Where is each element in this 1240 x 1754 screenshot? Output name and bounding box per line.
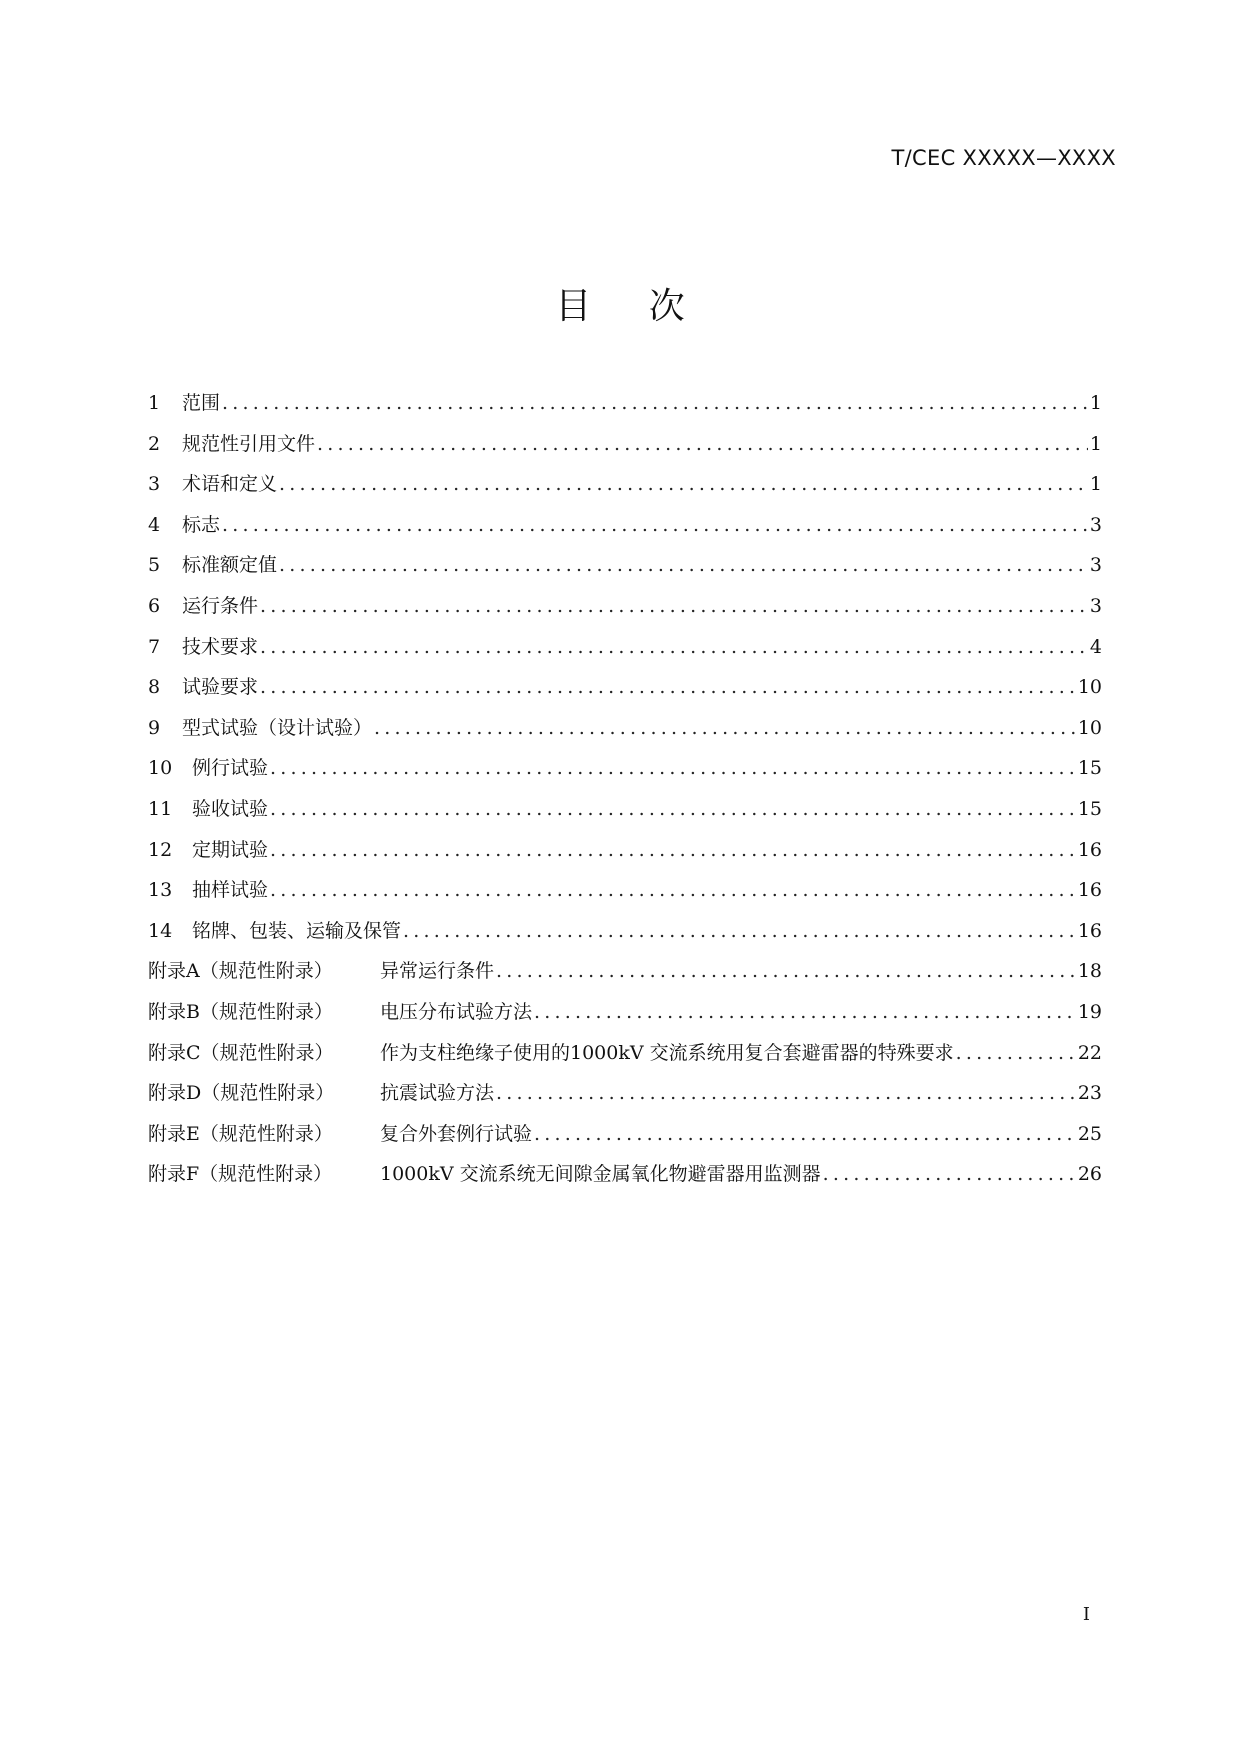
toc-dot-leader <box>222 514 1088 536</box>
toc-entry-label: 复合外套例行试验 <box>380 1122 533 1145</box>
toc-entry-appendix-e[interactable] <box>148 1119 1102 1160</box>
toc-entry-number: 6 <box>148 594 161 617</box>
toc-entry-page: 1 <box>1089 473 1102 496</box>
toc-entry-appendix-a[interactable] <box>148 956 1102 997</box>
toc-entry-page: 18 <box>1077 960 1102 983</box>
toc-dot-leader <box>496 960 1076 982</box>
toc-entry-page: 16 <box>1077 919 1102 942</box>
toc-entry-page: 1 <box>1089 432 1102 455</box>
toc-dot-leader <box>270 757 1076 779</box>
toc-entry-appendix-f[interactable] <box>148 1159 1102 1200</box>
toc-entry-page: 15 <box>1077 797 1102 820</box>
toc-entry-label: 例行试验 <box>192 757 269 780</box>
toc-entry-number: 2 <box>148 432 161 455</box>
toc-entry-14[interactable] <box>148 916 1102 957</box>
toc-entry-11[interactable] <box>148 794 1102 835</box>
toc-entry-label: 验收试验 <box>192 797 269 820</box>
toc-entry-label: 范围 <box>182 392 221 414</box>
toc-entry-page: 19 <box>1077 1000 1102 1023</box>
toc-entry-8[interactable] <box>148 672 1102 713</box>
toc-entry-label: 运行条件 <box>182 594 259 617</box>
toc-entry-12[interactable] <box>148 835 1102 876</box>
toc-entry-page: 3 <box>1089 594 1102 617</box>
toc-entry-appendix-c[interactable] <box>148 1038 1102 1079</box>
toc-entry-page: 4 <box>1089 635 1102 658</box>
toc-entry-7[interactable] <box>148 632 1102 673</box>
toc-entry-number: 3 <box>148 473 161 496</box>
toc-entry-label: 技术要求 <box>182 635 259 658</box>
toc-entry-page: 16 <box>1077 838 1102 861</box>
toc-entry-13[interactable] <box>148 875 1102 916</box>
table-of-contents <box>148 388 1102 1200</box>
page-title: 目 次 <box>555 286 685 327</box>
toc-entry-number: 附录A（规范性附录） <box>148 960 333 983</box>
toc-entry-page: 3 <box>1089 513 1102 536</box>
toc-entry-page: 22 <box>1077 1041 1102 1064</box>
toc-entry-number: 11 <box>148 797 173 820</box>
toc-entry-number: 8 <box>148 676 161 699</box>
toc-entry-4[interactable] <box>148 510 1102 551</box>
toc-dot-leader <box>270 798 1076 820</box>
toc-entry-number: 附录F（规范性附录） <box>148 1163 333 1186</box>
toc-entry-label: 规范性引用文件 <box>182 432 316 455</box>
document-code: T/CEC XXXXX—XXXX <box>891 146 1116 170</box>
toc-entry-label: 标志 <box>182 513 221 536</box>
toc-dot-leader <box>270 839 1076 861</box>
toc-entry-label: 试验要求 <box>182 676 259 699</box>
page-number: I <box>1082 1604 1090 1625</box>
toc-dot-leader <box>279 473 1088 495</box>
toc-entry-6[interactable] <box>148 591 1102 632</box>
toc-entry-page: 3 <box>1089 554 1102 577</box>
toc-entry-label: 定期试验 <box>192 838 269 861</box>
toc-entry-number: 附录C（规范性附录） <box>148 1041 334 1064</box>
toc-entry-label: 型式试验（设计试验） <box>182 716 373 739</box>
toc-entry-label: 1000kV 交流系统无间隙金属氧化物避雷器用监测器 <box>380 1163 821 1186</box>
toc-entry-number: 5 <box>148 554 161 577</box>
toc-dot-leader <box>222 392 1088 414</box>
toc-entry-appendix-d[interactable] <box>148 1078 1102 1119</box>
toc-entry-number: 4 <box>148 513 161 536</box>
toc-entry-number: 10 <box>148 757 173 780</box>
toc-entry-number: 9 <box>148 716 161 739</box>
toc-dot-leader <box>260 676 1076 698</box>
toc-entry-number: 附录B（规范性附录） <box>148 1000 333 1023</box>
toc-dot-leader <box>823 1163 1076 1185</box>
toc-entry-label: 标准额定值 <box>182 554 278 577</box>
toc-dot-leader <box>403 920 1076 942</box>
toc-dot-leader <box>374 717 1076 739</box>
toc-dot-leader <box>496 1082 1076 1104</box>
toc-entry-number: 附录E（规范性附录） <box>148 1122 333 1145</box>
toc-entry-10[interactable] <box>148 753 1102 794</box>
toc-entry-page: 25 <box>1077 1122 1102 1145</box>
toc-dot-leader <box>260 595 1088 617</box>
toc-entry-2[interactable] <box>148 429 1102 470</box>
toc-entry-9[interactable] <box>148 713 1102 754</box>
toc-dot-leader <box>534 1001 1076 1023</box>
toc-entry-page: 10 <box>1077 716 1102 739</box>
toc-entry-appendix-b[interactable] <box>148 997 1102 1038</box>
toc-entry-label: 抗震试验方法 <box>380 1082 495 1105</box>
toc-entry-5[interactable] <box>148 550 1102 591</box>
toc-entry-page: 26 <box>1077 1163 1102 1186</box>
toc-entry-number: 12 <box>148 838 173 861</box>
toc-entry-page: 10 <box>1077 676 1102 699</box>
toc-entry-page: 15 <box>1077 757 1102 780</box>
toc-entry-label: 异常运行条件 <box>380 960 495 983</box>
toc-entry-number: 14 <box>148 919 173 942</box>
toc-dot-leader <box>956 1042 1076 1064</box>
toc-entry-3[interactable] <box>148 469 1102 510</box>
toc-entry-number: 附录D（规范性附录） <box>148 1082 335 1105</box>
toc-entry-number: 7 <box>148 635 161 658</box>
toc-entry-label: 铭牌、包装、运输及保管 <box>192 919 402 942</box>
toc-entry-page: 1 <box>1089 392 1102 414</box>
toc-entry-number: 13 <box>148 879 173 902</box>
toc-dot-leader <box>317 433 1088 455</box>
toc-dot-leader <box>279 554 1088 576</box>
toc-entry-label: 作为支柱绝缘子使用的1000kV 交流系统用复合套避雷器的特殊要求 <box>380 1041 954 1064</box>
toc-entry-page: 16 <box>1077 879 1102 902</box>
toc-entry-label: 抽样试验 <box>192 879 269 902</box>
toc-entry-page: 23 <box>1077 1082 1102 1105</box>
toc-entry-label: 电压分布试验方法 <box>380 1000 533 1023</box>
toc-entry-number: 1 <box>148 392 161 414</box>
toc-dot-leader <box>260 636 1088 658</box>
toc-dot-leader <box>534 1123 1076 1145</box>
toc-entry-label: 术语和定义 <box>182 473 278 496</box>
toc-entry-1[interactable] <box>148 388 1102 429</box>
toc-dot-leader <box>270 879 1076 901</box>
